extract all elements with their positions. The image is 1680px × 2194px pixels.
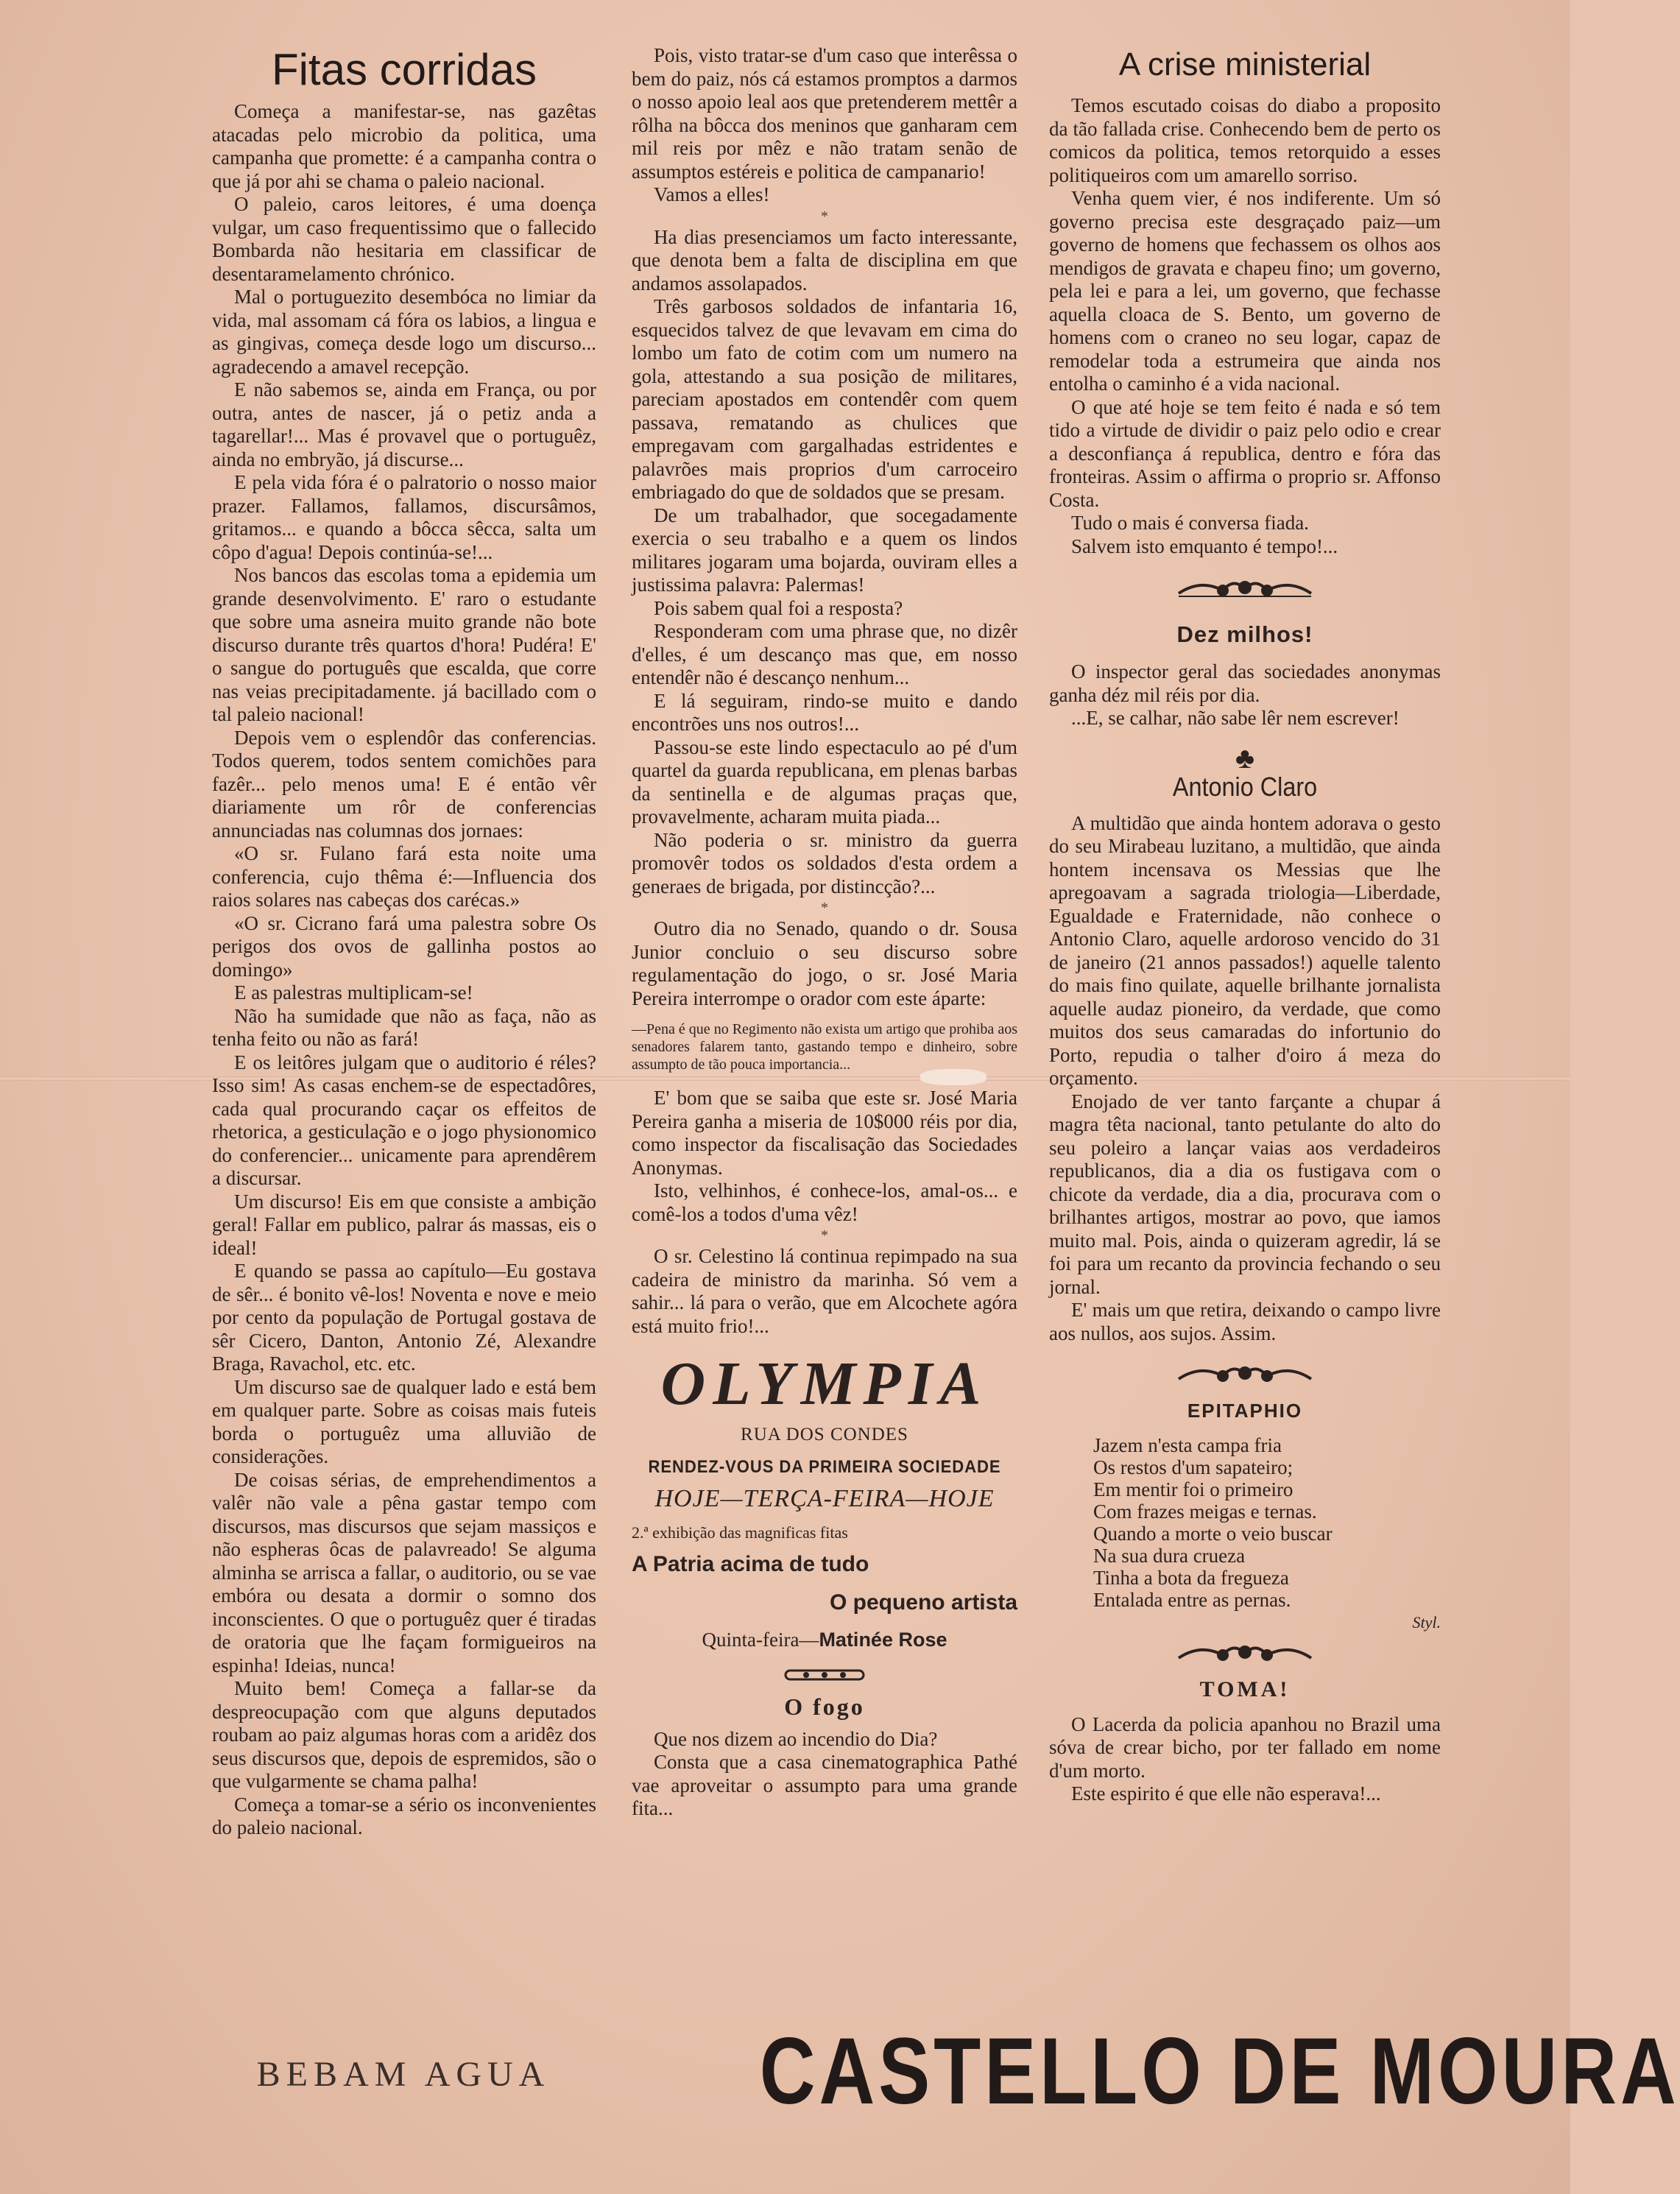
paragraph: De coisas sérias, de emprehendimentos a valêr não vale a pêna gastar tempo com discursos, mas discursos que sejam massiços e não espheras ôcas de palavreado! Se alguma alminha se arrisca a fallar, o auditorio, ou se vae embóra ou desata a dormir o somno dos inconscientes. O que o portuguêz quer é tiradas de oratoria que lhe façam formigueiros na espinha! Ideias, nunca! (212, 1468, 596, 1676)
paragraph: E não sabemos se, ainda em França, ou por outra, antes de nascer, já o petiz anda a tagarellar!... Mas é provavel que o portuguêz, ainda no embryão, já discurse... (212, 378, 596, 470)
paragraph: Outro dia no Senado, quando o dr. Sousa Junior concluio o seu discurso sobre regulamentação do jogo, o sr. José Maria Pereira interrompe o orador com este áparte: (632, 917, 1017, 1009)
paragraph: O Lacerda da policia apanhou no Brazil uma sóva de crear bicho, por ter fallado em nome d'um morto. (1049, 1712, 1441, 1782)
ad-film-1: A Patria acima de tudo (632, 1552, 869, 1576)
paragraph: E lá seguiram, rindo-se muito e dando encontrões uns nos outros!... (632, 689, 1017, 735)
ad-street: RUA DOS CONDES (741, 1425, 908, 1445)
paragraph: Consta que a casa cinematographica Pathé vae aproveitar o assumpto para uma grande fita... (632, 1751, 1017, 1819)
article-body (1049, 660, 1441, 730)
article-body (1049, 94, 1441, 558)
paragraph: Tudo o mais é conversa fiada. (1071, 512, 1309, 534)
ad-exhibit: 2.ª exhibição das magnificas fitas (632, 1523, 848, 1542)
section-title: Dez milhos! (1176, 621, 1313, 647)
ornament-icon (632, 1665, 1017, 1689)
paragraph: Ha dias presenciamos um facto interessante, que denota bem a falta de disciplina em que andamos assolapados. (632, 225, 1017, 294)
poem-line: Na sua dura crueza (1093, 1545, 1246, 1567)
ornament-icon (1049, 1637, 1441, 1673)
ad-film-2: O pequeno artista (829, 1590, 1017, 1615)
paragraph: E' bom que se saiba que este sr. José Maria Pereira ganha a miseria de 10$000 réis por dia, como inspector da fiscalisação das Sociedades Anonymas. (632, 1087, 1017, 1179)
article-body (632, 226, 1017, 899)
ad-matinee-day: Quinta-feira— (702, 1629, 819, 1651)
separator-asterisk: * (821, 208, 828, 225)
poem (1049, 1434, 1441, 1611)
paragraph: E as palestras multiplicam-se! (234, 981, 473, 1003)
section-title: TOMA! (1199, 1677, 1291, 1701)
paragraph: A multidão que ainda hontem adorava o gesto do seu Mirabeau luzitano, a multidão, que ainda hontem incensava os Messias que lhe apregoavam a sagrada triologia—Liberdade, Egualdade e Fraternidade, não conhece o Antonio Claro, aquelle ardoroso vencido do 31 de janeiro (21 annos passados!) aquelle talento do mais fino quilate, aquelle brilhante jornalista aquelle audaz pioneiro, da verdade, que como muitos dos seus camaradas do infortunio do Porto, repudia o talher d'oiro á meza do orçamento. (1049, 811, 1441, 1089)
paragraph: Nos bancos das escolas toma a epidemia um grande desenvolvimento. E' raro o estudante que sobre uma asneira muito grande não bote discurso durante três quartos d'hora! Pudéra! E' o sangue do português que escalda, que corre nas veias precipitadamente. já bacillado com o tal paleio nacional! (212, 564, 596, 725)
paragraph: «O sr. Cicrano fará uma palestra sobre Os perigos dos ovos de gallinha postos ao domingo» (212, 911, 596, 981)
column-middle (632, 44, 1017, 1821)
paragraph: Começa a tomar-se a sério os inconvenientes do paleio nacional. (212, 1793, 596, 1838)
article-body (632, 44, 1017, 207)
paragraph: Mal o portuguezito desembóca no limiar da vida, mal assomam cá fóra os labios, a lingua e as gingivas, começa desde logo um discurso... agradecendo a amavel recepção. (212, 286, 596, 378)
paragraph: O inspector geral das sociedades anonymas ganha déz mil réis por dia. (1049, 660, 1441, 706)
paragraph: Passou-se este lindo espectaculo ao pé d'um quartel da guarda republicana, em plenas barbas da sentinella e de algumas praças que, provavelmente, acharam muita piada... (632, 736, 1017, 828)
column-fitas-corridas (212, 44, 596, 1840)
poem-line: Tinha a bota da fregueza (1093, 1567, 1289, 1589)
article-body (632, 917, 1017, 1010)
paragraph: O sr. Celestino lá continua repimpado na sua cadeira de ministro da marinha. Só vem a sahir... lá para o verão, que em Alcochete agóra está muito frio!... (632, 1245, 1017, 1337)
poem-line: Em mentir foi o primeiro (1093, 1478, 1293, 1500)
article-body (632, 1245, 1017, 1338)
paragraph: Isto, velhinhos, é conhece-los, amal-os... e comê-los a todos d'uma vêz! (632, 1179, 1017, 1225)
article-title: A crise ministerial (1118, 46, 1372, 82)
paragraph: Temos escutado coisas do diabo a proposito da tão fallada crise. Conhecendo bem de perto os comicos da politica, temos retorquido a esses politiqueiros com um amarello sorriso. (1049, 94, 1441, 186)
paragraph: Muito bem! Começa a fallar-se da despreocupação com que alguns deputados roubam ao paiz algumas horas com a aridêz dos seus discursos que, depois de espremidos, são o que vulgarmente se chama palha! (212, 1677, 596, 1792)
poem-line: Com frazes meigas e ternas. (1093, 1500, 1317, 1523)
paragraph: Um discurso sae de qualquer lado e está bem em qualquer parte. Sobre as coisas mais futeis borda o portuguêz uma alluvião de considerações. (212, 1375, 596, 1467)
ad-tagline: RENDEZ-VOUS DA PRIMEIRA SOCIEDADE (648, 1456, 1001, 1477)
ad-title: OLYMPIA (660, 1350, 989, 1418)
footer-advertisement: CASTELLO DE MOURA (759, 2019, 1680, 2124)
paragraph: Este espirito é que elle não esperava!... (1071, 1782, 1381, 1805)
article-body (1049, 812, 1441, 1346)
paragraph: De um trabalhador, que socegadamente exercia o seu trabalho e a quem os lindos militares jogaram uma bojarda, ouviram elles a justissima palavra: Palermas! (632, 504, 1017, 596)
paragraph: Salvem isto emquanto é tempo!... (1071, 535, 1338, 557)
quoted-remark: —Pena é que no Regimento não exista um artigo que prohiba aos senadores falarem tanto, gastando tempo e dinheiro, sobre assumpto de tão pouca importancia... (632, 1021, 1017, 1073)
separator-asterisk: * (821, 1227, 828, 1244)
separator-asterisk: * (821, 900, 828, 916)
paragraph: E os leitôres julgam que o auditorio é réles? Isso sim! As casas enchem-se de espectadôres, cada qual procurando caçar os effeitos de rhetorica, a gesticulação e o jogo physionomico do conferencier... unicamente para aprendêrem a discursar. (212, 1051, 596, 1189)
column-right (1049, 44, 1441, 1806)
ad-matinee-name: Matinée Rose (819, 1629, 947, 1651)
paragraph: Responderam com uma phrase que, no dizêr d'elles, é um descanço mas que, em nosso entendêr não é descanço nenhum... (632, 620, 1017, 688)
paragraph: Um discurso! Eis em que consiste a ambição geral! Fallar em publico, palrar ás massas, eis o ideal! (212, 1190, 596, 1259)
signature: Styl. (1412, 1613, 1441, 1632)
article-body (212, 100, 596, 1840)
paragraph: Não poderia o sr. ministro da guerra promovêr todos os soldados d'esta ordem a generaes de brigada, por distincção?... (632, 828, 1017, 897)
paragraph: Não ha sumidade que não as faça, não as tenha feito ou não as fará! (212, 1004, 596, 1050)
paragraph: Enojado de ver tanto farçante a chupar á magra têta nacional, tanto petulante do alto do seu poleiro a lançar vaias aos verdadeiros republicanos, dia a dia os fustigava com o chicote da verdade, dia a dia, procurava com o brilhantes artigos, mostrar ao povo, que iamos muito mal. Pois, ainda o quizeram agredir, lá se foi para um recanto da provincia fechando o seu jornal. (1049, 1090, 1441, 1298)
paragraph: Vamos a elles! (654, 183, 770, 205)
poem-line: Entalada entre as pernas. (1093, 1589, 1291, 1611)
paragraph: «O sr. Fulano fará esta noite uma conferencia, cujo thêma é:—Influencia dos raios solares nas cabeças dos carécas.» (212, 842, 596, 911)
poem-line: Jazem n'esta campa fria (1093, 1434, 1282, 1456)
section-title: EPITAPHIO (1187, 1399, 1303, 1422)
paragraph: O paleio, caros leitores, é uma doença vulgar, um caso frequentissimo que o fallecido Bombarda não hesitaria em classificar de desentaramelamento chrónico. (212, 193, 596, 285)
section-title: O fogo (784, 1693, 865, 1720)
paragraph: E' mais um que retira, deixando o campo livre aos nullos, aos sujos. Assim. (1049, 1299, 1441, 1344)
article-title: Fitas corridas (271, 45, 537, 94)
olympia-advertisement (632, 1351, 1017, 1652)
footer-slogan: BEBAM AGUA (256, 2055, 551, 2094)
ornament-icon (1049, 1358, 1441, 1394)
ornament-icon (1049, 571, 1441, 610)
article-body (632, 1087, 1017, 1226)
paragraph: Começa a manifestar-se, nas gazêtas atacadas pelo microbio da politica, uma campanha que promette: é a campanha contra o que já por ahi se chama o paleio nacional. (212, 100, 596, 192)
paragraph: O que até hoje se tem feito é nada e só tem tido a virtude de dividir o paiz pelo odio e crear a desconfiança á republica, dentro e fóra das fronteiras. Assim o affirma o proprio sr. Affonso Costa. (1049, 395, 1441, 511)
ad-matinee (632, 1629, 1017, 1652)
paragraph: Três garbosos soldados de infantaria 16, esquecidos talvez de que levavam em cima do lombo um fato de cotim com um numero na gola, attestando a sua posição de militares, pareciam apostados em contendêr com quem passava, rematando as chulices que empregavam com gargalhadas estridentes e palavrões mais proprios d'um carroceiro embriagado do que de soldados que se presam. (632, 295, 1017, 503)
paragraph: E pela vida fóra é o palratorio o nosso maior prazer. Fallamos, fallamos, discursâmos, gritamos... e quando a bôcca sêcca, salta um côpo d'agua! Depois continúa-se!... (212, 471, 596, 563)
club-icon: ♣ (1235, 741, 1255, 775)
paragraph: ...E, se calhar, não sabe lêr nem escrever! (1071, 707, 1400, 729)
poem-line: Quando a morte o veio buscar (1093, 1523, 1333, 1545)
article-body (1049, 1713, 1441, 1806)
poem-line: Os restos d'um sapateiro; (1093, 1456, 1293, 1478)
section-title: Antonio Claro (1172, 772, 1318, 802)
paragraph: Depois vem o esplendôr das conferencias. Todos querem, todos sentem comichões para fazêr... pelo menos uma! E é então vêr diariamente um rôr de conferencias annunciadas nas columnas dos jornaes: (212, 726, 596, 842)
ad-when: HOJE—TERÇA-FEIRA—HOJE (654, 1485, 995, 1512)
article-body (632, 1728, 1017, 1821)
paragraph: Que nos dizem ao incendio do Dia? (654, 1727, 938, 1750)
paragraph: E quando se passa ao capítulo—Eu gostava de sêr... é bonito vê-los! Noventa e nove e meio por cento da população de Portugal gostava de sêr Cicero, Danton, Antonio Zé, Alexandre Braga, Ravachol, etc. etc. (212, 1260, 596, 1375)
paragraph: Venha quem vier, é nos indiferente. Um só governo precisa este desgraçado paiz—um governo de homens que fechassem os olhos aos mendigos de gravata e chapeu fino; um governo, pela lei e para a lei, um governo, que fechasse aquella cloaca de S. Bento, um governo de homens com o craneo no seu logar, capaz de remodelar toda a estrumeira que ainda nos entolha o caminho é a vida nacional. (1049, 187, 1441, 395)
paragraph: Pois, visto tratar-se d'um caso que interêssa o bem do paiz, nós cá estamos promptos a darmos o nosso apoio leal aos que pretenderem mettêr a rôlha na bôcca dos meninos que ganharam cem mil reis por mêz e não tratam senão de assumptos estéreis e politica de campanario! (632, 44, 1017, 183)
paragraph: Pois sabem qual foi a resposta? (654, 596, 903, 619)
